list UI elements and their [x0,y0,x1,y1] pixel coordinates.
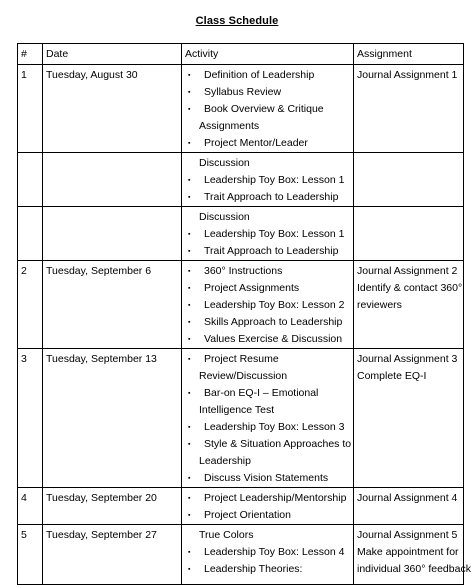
activity-item [182,453,353,470]
activity-text: Values Exercise & Discussion [204,333,343,345]
bullet-icon: ▪ [188,140,191,147]
activity-item [182,280,353,297]
date-cell [43,488,182,525]
assignment-text: Identify & contact 360° [357,282,463,294]
date-text: Tuesday, September 13 [46,353,157,365]
row-number [18,207,42,209]
activity-text: Discussion [199,211,250,223]
activity-item [182,189,353,206]
assignment-text: Journal Assignment 4 [357,492,458,504]
activity-item [182,209,353,226]
date-cell [43,65,182,153]
assignment-text: Journal Assignment 2 [357,265,458,277]
activity-text: Skills Approach to Leadership [204,316,343,328]
assignment-cell [354,207,464,261]
date-text: Tuesday, September 6 [46,265,152,277]
date-cell [43,207,182,261]
activity-text: Trait Approach to Leadership [204,245,339,257]
bullet-icon: ▪ [188,512,191,519]
row-number-cell [18,349,43,488]
activity-text: Leadership [199,455,251,467]
activity-text: Leadership Toy Box: Lesson 1 [204,174,345,186]
assignment-cell [354,65,464,153]
bullet-icon: ▪ [188,268,191,275]
activity-cell [182,207,354,261]
assignment-cell [354,525,471,585]
activity-text: 360° Instructions [204,265,283,277]
activity-text: Project Assignments [204,282,300,294]
table-header-row [18,44,464,65]
activity-cell [182,349,354,488]
bullet-icon: ▪ [188,194,191,201]
row-number: 3 [21,353,27,365]
assignment-cell [354,488,464,525]
bullet-icon: ▪ [188,231,191,238]
activity-item [182,351,353,368]
row-number-cell [18,261,43,349]
table-row [18,488,464,525]
activity-item [182,263,353,280]
table-row [18,65,464,153]
table-row [18,349,464,488]
bullet-icon: ▪ [188,424,191,431]
table-row [18,525,464,585]
activity-item [182,172,353,189]
table-row [18,207,464,261]
column-header-activity: Activity [182,44,354,65]
bullet-icon: ▪ [188,390,191,397]
activity-item [182,436,353,453]
row-number: 5 [21,529,27,541]
activity-item [182,368,353,385]
activity-text: Intelligence Test [199,404,275,416]
bullet-icon: ▪ [188,336,191,343]
bullet-icon: ▪ [188,441,191,448]
activity-text: Discuss Vision Statements [204,472,329,484]
activity-item [182,118,353,135]
row-number-cell [18,488,43,525]
bullet-icon: ▪ [188,177,191,184]
activity-text: Leadership Toy Box: Lesson 2 [204,299,345,311]
bullet-icon: ▪ [188,319,191,326]
activity-text: Discussion [199,157,250,169]
activity-item [182,561,353,578]
activity-item [182,155,353,172]
activity-text: Trait Approach to Leadership [204,191,339,203]
activity-text: Assignments [199,120,260,132]
bullet-icon: ▪ [188,106,191,113]
bullet-icon: ▪ [188,475,191,482]
activity-item [182,314,353,331]
activity-text: Book Overview & Critique [204,103,324,115]
activity-item [182,419,353,436]
activity-item [182,297,353,314]
assignment-text: Journal Assignment 3 [357,353,458,365]
activity-text: Project Leadership/Mentorship [204,492,347,504]
assignment-text: Make appointment for [357,546,459,558]
date-text: Tuesday, August 30 [46,69,138,81]
assignment-text: Complete EQ-I [357,370,427,382]
activity-cell [182,153,354,207]
activity-item [182,402,353,419]
date-cell [43,261,182,349]
activity-text: Leadership Toy Box: Lesson 4 [204,546,345,558]
activity-cell [182,261,354,349]
column-header-assignment: Assignment [354,44,464,65]
table-row [18,261,464,349]
page-title: Class Schedule [195,15,279,27]
activity-cell [182,488,354,525]
bullet-icon: ▪ [188,549,191,556]
activity-text: Style & Situation Approaches to [204,438,352,450]
schedule-body [18,65,471,585]
bullet-icon: ▪ [188,248,191,255]
assignment-text: individual 360° feedback [357,563,471,575]
bullet-icon: ▪ [188,302,191,309]
date-cell [43,525,182,585]
activity-text: Project Mentor/Leader [204,137,308,149]
activity-text: Leadership Toy Box: Lesson 1 [204,228,345,240]
activity-item [182,331,353,348]
row-number: 4 [21,492,27,504]
row-number-cell [18,525,43,585]
bullet-icon: ▪ [188,356,191,363]
assignment-cell [354,349,464,488]
activity-text: Leadership Theories: [204,563,303,575]
activity-cell [182,65,354,153]
assignment-cell [354,261,464,349]
assignment-text: Journal Assignment 1 [357,69,458,81]
row-number-cell [18,207,43,261]
date-text: Tuesday, September 20 [46,492,157,504]
class-schedule-table [17,43,471,585]
bullet-icon: ▪ [188,285,191,292]
bullet-icon: ▪ [188,72,191,79]
date-cell [43,153,182,207]
activity-item [182,67,353,84]
row-number: 1 [21,69,27,81]
activity-text: Leadership Toy Box: Lesson 3 [204,421,345,433]
activity-item [182,527,353,544]
activity-text: True Colors [199,529,254,541]
row-number: 2 [21,265,27,277]
assignment-text: reviewers [357,299,402,311]
activity-item [182,544,353,561]
row-number-cell [18,153,43,207]
activity-text: Review/Discussion [199,370,288,382]
row-number-cell [18,65,43,153]
activity-item [182,507,353,524]
date-cell [43,349,182,488]
activity-item [182,84,353,101]
bullet-icon: ▪ [188,495,191,502]
row-number [18,153,42,155]
column-header-date: Date [43,44,182,65]
activity-item [182,135,353,152]
bullet-icon: ▪ [188,89,191,96]
activity-item [182,226,353,243]
activity-text: Definition of Leadership [204,69,315,81]
activity-cell [182,525,354,585]
activity-text: Project Orientation [204,509,291,521]
table-row [18,153,464,207]
column-header-number: # [18,44,43,65]
activity-item [182,243,353,260]
activity-item [182,490,353,507]
assignment-cell [354,153,464,207]
date-text [43,207,181,209]
bullet-icon: ▪ [188,566,191,573]
activity-text: Project Resume [204,353,279,365]
activity-item [182,385,353,402]
assignment-text: Journal Assignment 5 [357,529,458,541]
date-text [43,153,181,155]
activity-item [182,470,353,487]
activity-text: Syllabus Review [204,86,282,98]
activity-text: Bar-on EQ-I – Emotional [204,387,319,399]
date-text: Tuesday, September 27 [46,529,157,541]
activity-item [182,101,353,118]
